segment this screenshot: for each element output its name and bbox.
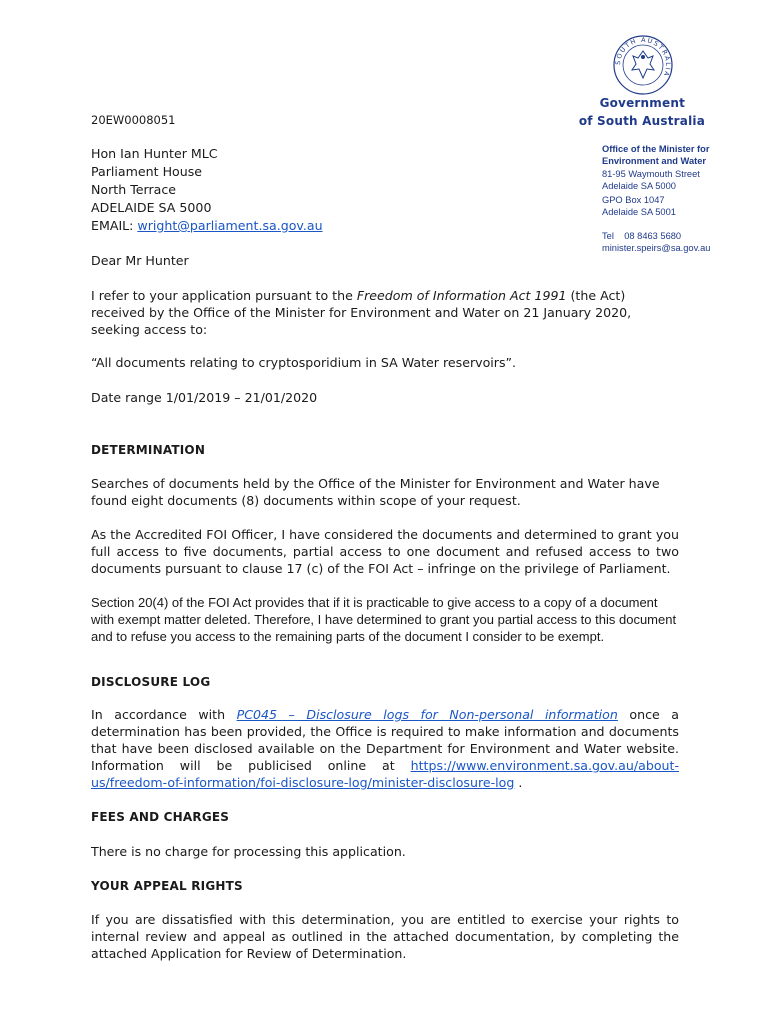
government-subtitle: of South Australia <box>578 114 705 128</box>
appeal-paragraph: If you are dissatisfied with this determination, you are entitled to exercise your rights to internal review and appeal as outlined in the attached documentation, by completing the attached Application for Review of Determination. <box>91 912 679 961</box>
office-street-line-1: 81-95 Waymouth Street <box>602 169 700 179</box>
intro-paragraph <box>91 287 679 338</box>
determination-heading: DETERMINATION <box>91 443 206 457</box>
disclosure-log-url-link[interactable]: https://www.environment.sa.gov.au/about-us/freedom-of-information/foi-disclosure-log/minister-disclosure-log <box>91 758 679 790</box>
office-street-line-2: Adelaide SA 5000 <box>602 181 676 191</box>
tel-value: 08 8463 5680 <box>624 231 682 241</box>
intro-text-before: I refer to your application pursuant to the <box>91 288 357 303</box>
determination-paragraph-2: As the Accredited FOI Officer, I have considered the documents and determined to grant you full access to five documents, partial access to one document and refused access to two documents pursuant to clause 17 (c) of the FOI Act – infringe on the privilege of Parliament. <box>91 527 679 576</box>
recipient-line-1: Parliament House <box>91 164 203 179</box>
recipient-line-2: North Terrace <box>91 182 177 197</box>
state-crest-icon <box>612 34 674 96</box>
intro-text-after: (the Act) received by the Office of the Minister for Environment and Water on 21 January 2020, seeking access to: <box>91 288 632 337</box>
office-email: minister.speirs@sa.gov.au <box>602 243 711 253</box>
office-po-line-1: GPO Box 1047 <box>602 195 665 205</box>
pc045-policy-link[interactable]: PC045 – Disclosure logs for Non-personal information <box>236 707 618 722</box>
office-street-address <box>602 168 700 192</box>
office-contact <box>602 230 710 254</box>
office-title-line-1: Office of the Minister for <box>602 144 710 154</box>
determination-paragraph-3: Section 20(4) of the FOI Act provides that if it is practicable to give access to a copy of a document with exempt matter deleted. Therefore, I have determined to grant you partial access to this document and to refuse you access to the remaining parts of the document I consider to be exempt. <box>91 595 677 644</box>
government-title: Government <box>599 96 685 110</box>
crest-ring-text: SOUTH AUSTRALIA <box>613 35 673 79</box>
email-label: EMAIL: <box>91 218 138 233</box>
office-postal-address <box>602 194 676 218</box>
office-title <box>602 143 709 167</box>
appeal-heading: YOUR APPEAL RIGHTS <box>91 879 243 893</box>
office-title-line-2: Environment and Water <box>602 156 706 166</box>
disclosure-paragraph <box>91 706 679 791</box>
date-range: Date range 1/01/2019 – 21/01/2020 <box>91 390 318 405</box>
office-telephone <box>602 230 710 242</box>
recipient-address <box>91 145 323 235</box>
fees-heading: FEES AND CHARGES <box>91 810 230 824</box>
act-title: Freedom of Information Act 1991 <box>356 288 567 303</box>
disclosure-text-before: In accordance with <box>91 707 237 722</box>
reference-number: 20EW0008051 <box>91 113 176 127</box>
determination-paragraph-1: Searches of documents held by the Office of the Minister for Environment and Water have found eight documents (8) documents within scope of your request. <box>91 476 660 508</box>
disclosure-heading: DISCLOSURE LOG <box>91 675 211 689</box>
salutation: Dear Mr Hunter <box>91 253 189 268</box>
recipient-email-line <box>91 217 323 235</box>
office-po-line-2: Adelaide SA 5001 <box>602 207 676 217</box>
disclosure-text-after: . <box>514 775 523 790</box>
recipient-email-link[interactable]: wright@parliament.sa.gov.au <box>137 218 323 233</box>
tel-label: Tel <box>602 231 614 241</box>
recipient-name: Hon Ian Hunter MLC <box>91 146 218 161</box>
recipient-line-3: ADELAIDE SA 5000 <box>91 200 212 215</box>
fees-paragraph: There is no charge for processing this application. <box>91 844 406 859</box>
disclosure-text-middle: once a determination has been provided, the Office is required to make information and documents that have been disclosed available on the Department for Environment and Water website. Information will be publicised online at <box>91 707 679 773</box>
request-quote: “All documents relating to cryptosporidium in SA Water reservoirs”. <box>91 355 517 370</box>
